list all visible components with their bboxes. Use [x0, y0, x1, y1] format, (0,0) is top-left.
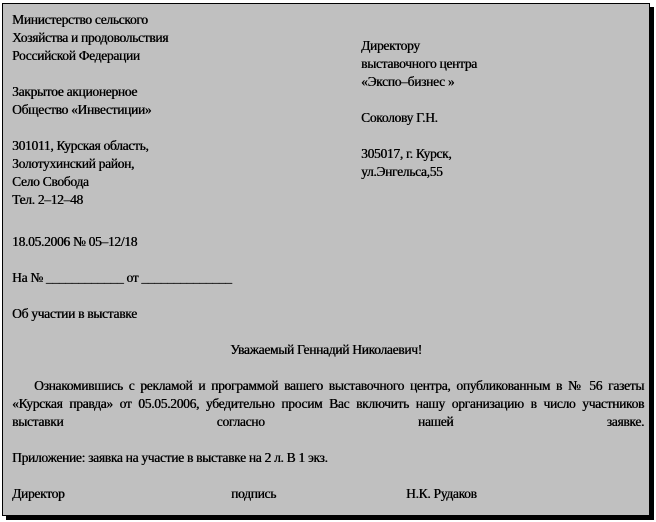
recipient-line: «Экспо–бизнес » — [361, 74, 455, 89]
letter-body: Ознакомившись с рекламой и программой вашего выставочного центра, опубликованным в № 56 газеты «Курская правда» от 05.05.2006, убедительно просим Вас включить нашу организацию в число участников выставки согласно нашей заявке. — [12, 378, 644, 429]
sender-company-line: Закрытое акционерное — [12, 84, 137, 99]
signature-name: Н.К. Рудаков — [406, 486, 477, 501]
recipient-address-line: 305017, г. Курск, — [361, 146, 452, 161]
letter-page — [2, 3, 650, 516]
sender-org-line: Министерство сельского — [12, 12, 148, 27]
salutation: Уважаемый Геннадий Николаевич! — [230, 342, 422, 357]
sender-address-line: Село Свобода — [12, 174, 89, 189]
signature-label: подпись — [231, 486, 276, 501]
letter-subject: Об участии в выставке — [12, 306, 137, 321]
date-number: 18.05.2006 № 05–12/18 — [12, 234, 138, 249]
sender-phone: Тел. 2–12–48 — [12, 192, 83, 207]
sender-org-line: Российской Федерации — [12, 48, 140, 63]
recipient-line: выставочного центра — [361, 56, 477, 71]
sender-company-line: Общество «Инвестиции» — [12, 102, 152, 117]
recipient-name: Соколову Г.Н. — [361, 110, 438, 125]
sender-org-line: Хозяйства и продовольствия — [12, 30, 169, 45]
reply-reference: На № ____________ от ______________ — [12, 270, 232, 285]
recipient-address-line: ул.Энгельса,55 — [361, 164, 443, 179]
sender-address-line: 301011, Курская область, — [12, 138, 149, 153]
sender-address-line: Золотухинский район, — [12, 156, 135, 171]
recipient-line: Директору — [361, 38, 420, 53]
attachment-note: Приложение: заявка на участие в выставке на 2 л. В 1 экз. — [12, 450, 328, 465]
signature-position: Директор — [12, 486, 65, 501]
